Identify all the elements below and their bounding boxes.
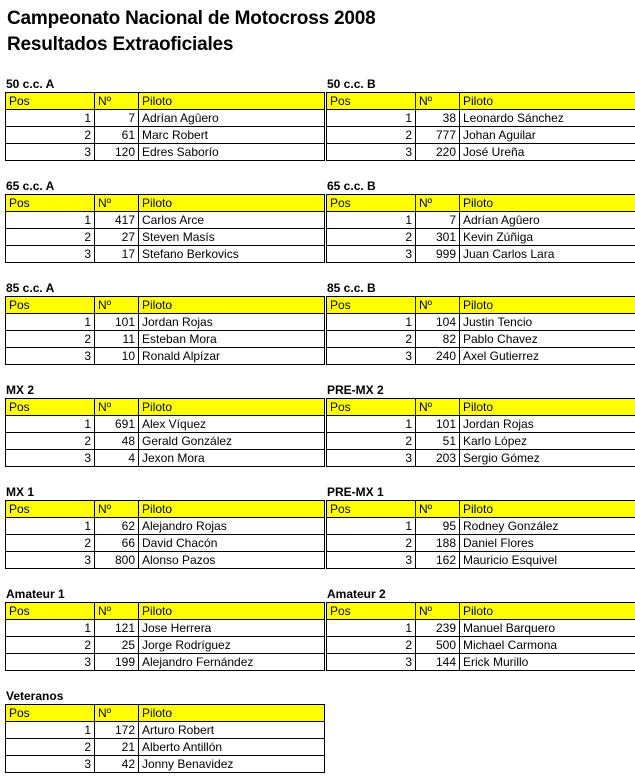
header-number: Nº — [95, 297, 139, 314]
cell-rider: Stefano Berkovics — [139, 246, 325, 263]
cell-rider: Axel Gutierrez — [460, 348, 635, 365]
table-row — [327, 348, 635, 365]
header-piloto: Piloto — [460, 195, 635, 212]
cell-rider: Justin Tencio — [460, 314, 635, 331]
cell-position: 3 — [327, 552, 416, 569]
cell-position: 1 — [6, 212, 95, 229]
cell-position: 2 — [327, 433, 416, 450]
table-row — [6, 229, 325, 246]
category-title: PRE-MX 1 — [327, 485, 384, 499]
cell-rider: Johan Aguilar — [460, 127, 635, 144]
category-block — [326, 485, 635, 569]
header-number: Nº — [416, 93, 460, 110]
category-title: 85 c.c. B — [327, 281, 376, 295]
results-table — [5, 602, 325, 671]
page-title: Campeonato Nacional de Motocross 2008 — [7, 8, 376, 29]
cell-position: 1 — [6, 110, 95, 127]
cell-number: 11 — [95, 331, 139, 348]
header-number: Nº — [95, 195, 139, 212]
cell-rider: Jonny Benavidez — [139, 756, 325, 773]
table-row — [6, 637, 325, 654]
cell-position: 1 — [327, 314, 416, 331]
results-table — [5, 500, 325, 569]
cell-number: 800 — [95, 552, 139, 569]
cell-number: 51 — [416, 433, 460, 450]
table-row — [327, 637, 635, 654]
header-number: Nº — [416, 399, 460, 416]
table-row — [327, 110, 635, 127]
table-row — [6, 314, 325, 331]
results-table — [326, 194, 635, 263]
cell-position: 1 — [6, 416, 95, 433]
table-row — [327, 229, 635, 246]
table-row — [327, 535, 635, 552]
table-row — [6, 433, 325, 450]
category-title: 50 c.c. A — [6, 77, 55, 91]
cell-number: 220 — [416, 144, 460, 161]
table-row — [327, 620, 635, 637]
table-header-row — [6, 705, 325, 722]
cell-number: 240 — [416, 348, 460, 365]
table-header-row — [6, 399, 325, 416]
category-block — [326, 281, 635, 365]
results-table — [326, 500, 635, 569]
results-table — [5, 296, 325, 365]
header-piloto: Piloto — [139, 603, 325, 620]
cell-number: 7 — [416, 212, 460, 229]
cell-number: 777 — [416, 127, 460, 144]
cell-number: 120 — [95, 144, 139, 161]
cell-number: 101 — [416, 416, 460, 433]
cell-position: 2 — [6, 739, 95, 756]
cell-number: 301 — [416, 229, 460, 246]
cell-number: 999 — [416, 246, 460, 263]
header-pos: Pos — [6, 501, 95, 518]
table-row — [6, 739, 325, 756]
header-pos: Pos — [327, 501, 416, 518]
cell-position: 3 — [327, 348, 416, 365]
cell-position: 3 — [6, 348, 95, 365]
header-pos: Pos — [6, 297, 95, 314]
cell-rider: Adrían Agûero — [460, 212, 635, 229]
cell-position: 3 — [327, 144, 416, 161]
cell-rider: Pablo Chavez — [460, 331, 635, 348]
cell-number: 82 — [416, 331, 460, 348]
table-row — [327, 127, 635, 144]
cell-position: 2 — [6, 433, 95, 450]
cell-number: 188 — [416, 535, 460, 552]
table-row — [327, 552, 635, 569]
cell-rider: Arturo Robert — [139, 722, 325, 739]
cell-rider: Alex Víquez — [139, 416, 325, 433]
cell-number: 691 — [95, 416, 139, 433]
table-row — [6, 552, 325, 569]
table-row — [6, 450, 325, 467]
cell-rider: Alberto Antillón — [139, 739, 325, 756]
cell-rider: Marc Robert — [139, 127, 325, 144]
header-piloto: Piloto — [460, 297, 635, 314]
header-number: Nº — [416, 297, 460, 314]
cell-rider: Leonardo Sánchez — [460, 110, 635, 127]
cell-number: 417 — [95, 212, 139, 229]
table-row — [6, 722, 325, 739]
cell-position: 1 — [327, 620, 416, 637]
cell-rider: Alonso Pazos — [139, 552, 325, 569]
cell-position: 1 — [6, 314, 95, 331]
category-title: Veteranos — [6, 689, 64, 703]
results-table — [5, 398, 325, 467]
table-row — [6, 144, 325, 161]
cell-rider: Manuel Barquero — [460, 620, 635, 637]
cell-rider: Esteban Mora — [139, 331, 325, 348]
header-number: Nº — [95, 93, 139, 110]
cell-rider: Jexon Mora — [139, 450, 325, 467]
cell-rider: Carlos Arce — [139, 212, 325, 229]
header-piloto: Piloto — [460, 501, 635, 518]
header-pos: Pos — [6, 93, 95, 110]
cell-number: 239 — [416, 620, 460, 637]
cell-rider: Daniel Flores — [460, 535, 635, 552]
header-piloto: Piloto — [460, 399, 635, 416]
cell-number: 38 — [416, 110, 460, 127]
table-header-row — [327, 297, 635, 314]
cell-rider: Michael Carmona — [460, 637, 635, 654]
header-pos: Pos — [327, 603, 416, 620]
cell-position: 2 — [327, 637, 416, 654]
cell-position: 2 — [327, 127, 416, 144]
header-pos: Pos — [327, 297, 416, 314]
header-number: Nº — [95, 501, 139, 518]
results-table — [326, 602, 635, 671]
cell-position: 2 — [6, 229, 95, 246]
category-title: MX 1 — [6, 485, 35, 499]
results-table — [326, 398, 635, 467]
cell-rider: Alejandro Fernández — [139, 654, 325, 671]
category-title: 85 c.c. A — [6, 281, 55, 295]
category-block — [5, 179, 325, 263]
header-piloto: Piloto — [139, 93, 325, 110]
table-header-row — [327, 93, 635, 110]
cell-number: 48 — [95, 433, 139, 450]
category-block — [5, 77, 325, 161]
category-block — [5, 485, 325, 569]
table-row — [327, 212, 635, 229]
cell-rider: Jordan Rojas — [139, 314, 325, 331]
cell-position: 2 — [327, 331, 416, 348]
cell-number: 25 — [95, 637, 139, 654]
page-subtitle: Resultados Extraoficiales — [7, 34, 234, 55]
cell-number: 172 — [95, 722, 139, 739]
table-header-row — [6, 195, 325, 212]
table-row — [327, 450, 635, 467]
cell-number: 121 — [95, 620, 139, 637]
table-header-row — [327, 501, 635, 518]
cell-rider: Adrían Agûero — [139, 110, 325, 127]
cell-position: 3 — [327, 246, 416, 263]
table-row — [6, 110, 325, 127]
cell-number: 144 — [416, 654, 460, 671]
cell-rider: Jordan Rojas — [460, 416, 635, 433]
category-title: Amateur 1 — [6, 587, 65, 601]
cell-number: 62 — [95, 518, 139, 535]
cell-position: 3 — [327, 450, 416, 467]
cell-position: 1 — [6, 620, 95, 637]
cell-rider: Alejandro Rojas — [139, 518, 325, 535]
cell-number: 95 — [416, 518, 460, 535]
cell-rider: Jorge Rodríguez — [139, 637, 325, 654]
header-piloto: Piloto — [460, 93, 635, 110]
table-row — [6, 348, 325, 365]
header-number: Nº — [95, 603, 139, 620]
header-number: Nº — [95, 705, 139, 722]
cell-number: 27 — [95, 229, 139, 246]
cell-position: 1 — [327, 518, 416, 535]
table-header-row — [6, 93, 325, 110]
header-number: Nº — [416, 501, 460, 518]
cell-position: 3 — [6, 756, 95, 773]
results-table — [5, 704, 325, 773]
cell-position: 1 — [327, 110, 416, 127]
cell-number: 66 — [95, 535, 139, 552]
header-pos: Pos — [6, 705, 95, 722]
table-row — [327, 144, 635, 161]
cell-position: 2 — [327, 535, 416, 552]
header-pos: Pos — [327, 93, 416, 110]
cell-rider: Karlo López — [460, 433, 635, 450]
category-block — [326, 587, 635, 671]
category-title: 50 c.c. B — [327, 77, 376, 91]
table-row — [327, 416, 635, 433]
cell-rider: Juan Carlos Lara — [460, 246, 635, 263]
results-table — [326, 296, 635, 365]
cell-rider: Edres Saborío — [139, 144, 325, 161]
table-row — [6, 620, 325, 637]
cell-position: 3 — [6, 552, 95, 569]
cell-position: 2 — [6, 127, 95, 144]
category-title: 65 c.c. A — [6, 179, 55, 193]
table-row — [6, 518, 325, 535]
header-pos: Pos — [327, 399, 416, 416]
category-block — [5, 383, 325, 467]
cell-number: 199 — [95, 654, 139, 671]
header-pos: Pos — [327, 195, 416, 212]
cell-rider: Rodney González — [460, 518, 635, 535]
cell-position: 3 — [6, 654, 95, 671]
header-piloto: Piloto — [139, 705, 325, 722]
cell-rider: Kevin Zúñiga — [460, 229, 635, 246]
table-row — [327, 518, 635, 535]
category-block — [5, 689, 325, 773]
cell-position: 1 — [327, 212, 416, 229]
cell-number: 203 — [416, 450, 460, 467]
results-table — [5, 194, 325, 263]
cell-position: 2 — [6, 637, 95, 654]
cell-rider: José Ureña — [460, 144, 635, 161]
cell-rider: Erick Murillo — [460, 654, 635, 671]
table-row — [6, 535, 325, 552]
cell-number: 10 — [95, 348, 139, 365]
table-row — [327, 331, 635, 348]
category-title: PRE-MX 2 — [327, 383, 384, 397]
cell-position: 2 — [6, 331, 95, 348]
table-header-row — [327, 399, 635, 416]
header-number: Nº — [95, 399, 139, 416]
cell-number: 17 — [95, 246, 139, 263]
category-block — [326, 179, 635, 263]
category-block — [5, 587, 325, 671]
cell-position: 3 — [6, 144, 95, 161]
category-title: Amateur 2 — [327, 587, 386, 601]
table-row — [327, 654, 635, 671]
cell-number: 4 — [95, 450, 139, 467]
cell-position: 1 — [6, 722, 95, 739]
cell-position: 3 — [327, 654, 416, 671]
cell-position: 3 — [6, 450, 95, 467]
category-block — [5, 281, 325, 365]
header-number: Nº — [416, 603, 460, 620]
cell-position: 3 — [6, 246, 95, 263]
table-header-row — [327, 195, 635, 212]
table-row — [327, 433, 635, 450]
table-header-row — [327, 603, 635, 620]
cell-rider: Ronald Alpízar — [139, 348, 325, 365]
table-row — [6, 756, 325, 773]
table-row — [6, 246, 325, 263]
cell-number: 104 — [416, 314, 460, 331]
header-number: Nº — [416, 195, 460, 212]
table-row — [327, 314, 635, 331]
cell-number: 21 — [95, 739, 139, 756]
table-row — [6, 127, 325, 144]
header-piloto: Piloto — [139, 501, 325, 518]
table-row — [6, 654, 325, 671]
header-pos: Pos — [6, 195, 95, 212]
cell-position: 1 — [327, 416, 416, 433]
header-pos: Pos — [6, 399, 95, 416]
category-block — [326, 77, 635, 161]
header-pos: Pos — [6, 603, 95, 620]
table-row — [6, 416, 325, 433]
cell-rider: Mauricio Esquivel — [460, 552, 635, 569]
cell-number: 61 — [95, 127, 139, 144]
cell-position: 2 — [327, 229, 416, 246]
category-title: MX 2 — [6, 383, 35, 397]
cell-number: 42 — [95, 756, 139, 773]
results-table — [5, 92, 325, 161]
cell-number: 7 — [95, 110, 139, 127]
table-header-row — [6, 297, 325, 314]
cell-number: 162 — [416, 552, 460, 569]
header-piloto: Piloto — [139, 297, 325, 314]
cell-number: 101 — [95, 314, 139, 331]
cell-rider: David Chacón — [139, 535, 325, 552]
cell-rider: Sergio Gómez — [460, 450, 635, 467]
header-piloto: Piloto — [139, 195, 325, 212]
table-header-row — [6, 501, 325, 518]
cell-rider: Jose Herrera — [139, 620, 325, 637]
results-table — [326, 92, 635, 161]
cell-rider: Steven Masís — [139, 229, 325, 246]
table-row — [327, 246, 635, 263]
table-header-row — [6, 603, 325, 620]
cell-number: 500 — [416, 637, 460, 654]
cell-position: 1 — [6, 518, 95, 535]
table-row — [6, 331, 325, 348]
header-piloto: Piloto — [139, 399, 325, 416]
table-row — [6, 212, 325, 229]
category-title: 65 c.c. B — [327, 179, 376, 193]
cell-rider: Gerald González — [139, 433, 325, 450]
cell-position: 2 — [6, 535, 95, 552]
category-block — [326, 383, 635, 467]
header-piloto: Piloto — [460, 603, 635, 620]
